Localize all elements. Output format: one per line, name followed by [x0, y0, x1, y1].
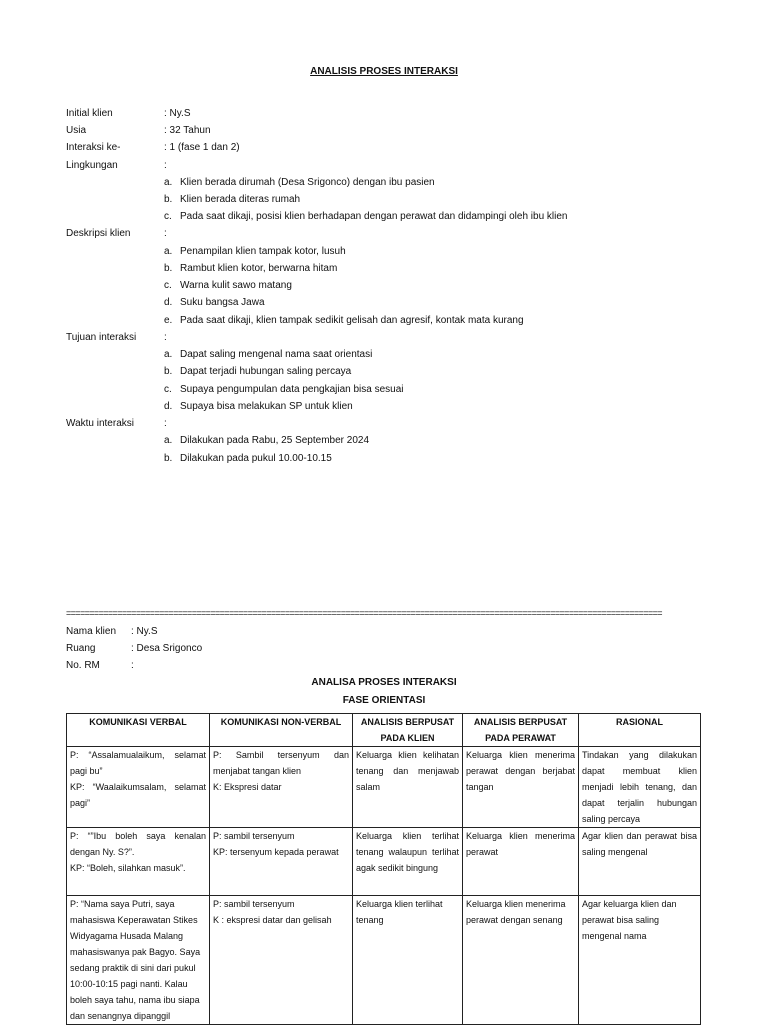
item-letter: d. [164, 401, 173, 412]
cell-verbal [67, 896, 210, 1025]
tujuan-item [164, 401, 353, 413]
item-letter: a. [164, 246, 173, 257]
deskripsi-item [164, 297, 265, 309]
item-text: Klien berada diteras rumah [180, 194, 301, 205]
tujuan-item [164, 384, 404, 396]
tujuan-item [164, 366, 351, 378]
cell-klien: Keluarga klien terlihat tenang [353, 896, 463, 1025]
item-text: Dilakukan pada pukul 10.00-10.15 [180, 453, 332, 464]
table-row [67, 747, 701, 828]
cell-klien: Keluarga klien terlihat tenang walaupun terlihat agak sedikit bingung [353, 828, 463, 896]
deskripsi-item [164, 280, 292, 292]
cell-nonverbal [210, 747, 353, 828]
cell-text: P: sambil tersenyum [213, 899, 295, 909]
info-deskripsi [66, 228, 167, 240]
cell-perawat: Keluarga klien menerima perawat dengan berjabat tangan [463, 747, 579, 828]
item-text: Klien berada dirumah (Desa Srigonco) dengan ibu pasien [180, 177, 435, 188]
info-value: : Ny.S [131, 626, 158, 637]
item-letter: a. [164, 177, 173, 188]
cell-nonverbal [210, 828, 353, 896]
item-text: Warna kulit sawo matang [180, 280, 292, 291]
lingkungan-item [164, 194, 300, 206]
info2-ruang [66, 643, 202, 655]
cell-text: K : ekspresi datar dan gelisah [213, 915, 332, 925]
item-letter: d. [164, 297, 173, 308]
cell-text: KP: “Boleh, silahkan masuk”. [70, 863, 186, 873]
item-letter: b. [164, 194, 173, 205]
header-verbal: KOMUNIKASI VERBAL [67, 714, 210, 747]
lingkungan-item [164, 177, 435, 189]
info-label: Usia [66, 125, 87, 136]
separator-line: ================================================================================================================================ [66, 608, 662, 618]
cell-text: KP: tersenyum kepada perawat [213, 847, 339, 857]
info-value: : 32 Tahun [164, 125, 211, 136]
item-text: Dapat terjadi hubungan saling percaya [180, 366, 352, 377]
info-label: Waktu interaksi [66, 418, 134, 429]
cell-text: P: “Nama saya Putri, saya mahasiswa Keperawatan Stikes Widyagama Husada Malang mahasiswanya pak Bagyo. Saya sedang praktik di sini dari pukul 10:00-10:15 pagi nanti. Kalau boleh saya tahu, nama ibu siapa dan senangnya dipanggil [70, 899, 201, 1021]
cell-perawat: Keluarga klien menerima perawat [463, 828, 579, 896]
info-value: : Ny.S [164, 108, 191, 119]
info-label: Deskripsi klien [66, 228, 131, 239]
item-text: Penampilan klien tampak kotor, lusuh [180, 246, 346, 257]
lingkungan-item [164, 211, 568, 223]
table-row [67, 828, 701, 896]
cell-text: P: sambil tersenyum [213, 831, 295, 841]
item-text: Dilakukan pada Rabu, 25 September 2024 [180, 435, 370, 446]
info-label: Interaksi ke- [66, 142, 121, 153]
cell-nonverbal [210, 896, 353, 1025]
header-nonverbal: KOMUNIKASI NON-VERBAL [210, 714, 353, 747]
item-letter: e. [164, 315, 173, 326]
item-letter: b. [164, 453, 173, 464]
table-header-row [67, 714, 701, 747]
cell-text: P: “Assalamualaikum, selamat pagi bu” [70, 750, 206, 776]
item-text: Pada saat dikaji, posisi klien berhadapan dengan perawat dan didampingi oleh ibu klien [180, 211, 568, 222]
info2-norm [66, 660, 134, 672]
table-row [67, 896, 701, 1025]
deskripsi-item [164, 263, 337, 275]
section-subtitle: FASE ORIENTASI [342, 695, 426, 706]
info-lingkungan [66, 160, 167, 172]
waktu-item [164, 435, 369, 447]
info-usia [66, 125, 211, 137]
interaction-table [66, 713, 701, 1025]
info-value: : [164, 332, 167, 343]
info-label: Ruang [66, 643, 96, 654]
info-waktu [66, 418, 167, 430]
deskripsi-item [164, 315, 524, 327]
cell-perawat: Keluarga klien menerima perawat dengan senang [463, 896, 579, 1025]
item-text: Supaya bisa melakukan SP untuk klien [180, 401, 353, 412]
item-letter: c. [164, 384, 172, 395]
section-title: ANALISA PROSES INTERAKSI [311, 677, 457, 688]
item-text: Dapat saling mengenal nama saat orientasi [180, 349, 373, 360]
info-value: : [164, 160, 167, 171]
info-value: : 1 (fase 1 dan 2) [164, 142, 240, 153]
header-perawat: ANALISIS BERPUSAT PADA PERAWAT [463, 714, 579, 747]
info-label: Lingkungan [66, 160, 118, 171]
info-initial-klien [66, 108, 190, 120]
info-value: : Desa Srigonco [131, 643, 203, 654]
item-letter: b. [164, 263, 173, 274]
info-label: Initial klien [66, 108, 113, 119]
item-text: Rambut klien kotor, berwarna hitam [180, 263, 338, 274]
item-letter: a. [164, 435, 173, 446]
cell-text: P: Sambil tersenyum dan menjabat tangan klien [213, 750, 349, 776]
header-klien: ANALISIS BERPUSAT PADA KLIEN [353, 714, 463, 747]
item-text: Suku bangsa Jawa [180, 297, 265, 308]
item-text: Pada saat dikaji, klien tampak sedikit gelisah dan agresif, kontak mata kurang [180, 315, 524, 326]
cell-klien: Keluarga klien kelihatan tenang dan menjawab salam [353, 747, 463, 828]
document-title: ANALISIS PROSES INTERAKSI [310, 66, 458, 77]
info-value: : [131, 660, 134, 671]
item-letter: c. [164, 280, 172, 291]
deskripsi-item [164, 246, 346, 258]
cell-rasional: Agar keluarga klien dan perawat bisa saling mengenal nama [579, 896, 701, 1025]
header-rasional: RASIONAL [579, 714, 701, 747]
item-text: Supaya pengumpulan data pengkajian bisa sesuai [180, 384, 404, 395]
cell-rasional: Tindakan yang dilakukan dapat membuat klien menjadi lebih tenang, dan dapat terjalin hubungan saling percaya [579, 747, 701, 828]
info-label: No. RM [66, 660, 100, 671]
item-letter: c. [164, 211, 172, 222]
cell-text: P: “”Ibu boleh saya kenalan dengan Ny. S?”. [70, 831, 206, 857]
info-value: : [164, 418, 167, 429]
info-value: : [164, 228, 167, 239]
cell-text: K: Ekspresi datar [213, 782, 282, 792]
cell-verbal [67, 747, 210, 828]
info-tujuan [66, 332, 167, 344]
cell-text: KP: “Waalaikumsalam, selamat pagi” [70, 782, 206, 808]
info-label: Tujuan interaksi [66, 332, 137, 343]
item-letter: b. [164, 366, 173, 377]
info-label: Nama klien [66, 626, 117, 637]
tujuan-item [164, 349, 372, 361]
cell-verbal [67, 828, 210, 896]
info2-nama [66, 626, 157, 638]
waktu-item [164, 453, 332, 465]
cell-rasional: Agar klien dan perawat bisa saling mengenal [579, 828, 701, 896]
info-interaksi [66, 142, 240, 154]
item-letter: a. [164, 349, 173, 360]
